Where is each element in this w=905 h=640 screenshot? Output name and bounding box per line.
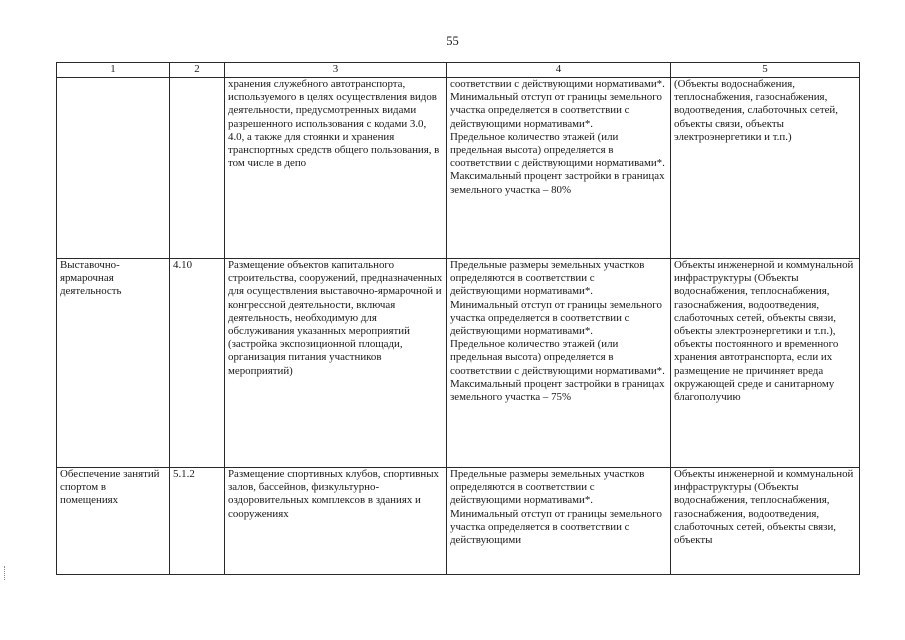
allowed-objects-text: Объекты инженерной и коммунальной инфраструктуры (Объекты водоснабжения, теплоснабжения, газоснабжения, водоотведения, слаботочных сетей, объекты связи, объекты электроэнергетики и т.п.), объекты постоянного и временного хранения автотранспорта, если их размещение не причиняет вреда окружающей среде и санитарному благополучию — [674, 259, 854, 404]
use-parameters — [447, 78, 671, 259]
column-number: 1 — [57, 63, 170, 78]
use-parameters-text: Предельные размеры земельных участков определяются в соответствии с действующими нормативами*. Минимальный отступ от границы земельного участка определяется в соответствии с действующими нормативами*. Предельное количество этажей (или предельная высота) определяется в соответствии с действующими нормативами*. Максимальный процент застройки в границах земельного участка – 75% — [450, 259, 665, 404]
use-type-code — [170, 78, 225, 259]
column-number: 4 — [447, 63, 671, 78]
use-type-name — [57, 78, 170, 259]
zoning-table — [56, 62, 860, 575]
allowed-objects-text: (Объекты водоснабжения, теплоснабжения, газоснабжения, водоотведения, слаботочных сетей, объекты связи, объекты электроэнергетики и т.п.) — [674, 78, 838, 143]
use-parameters — [447, 259, 671, 468]
table-row — [57, 78, 860, 259]
column-number: 3 — [225, 63, 447, 78]
use-description: Размещение объектов капитального строительства, сооружений, предназначенных для осуществления выставочно-ярмарочной и конгрессной деятельности, включая деятельность, необходимую для обслуживания указанных мероприятий (застройка экспозиционной площади, организация питания участников мероприятий) — [225, 259, 447, 468]
use-type-code: 4.10 — [170, 259, 225, 468]
use-description: Размещение спортивных клубов, спортивных залов, бассейнов, физкультурно-оздоровительных комплексов в зданиях и сооружениях — [225, 468, 447, 575]
table-row — [57, 259, 860, 468]
allowed-objects — [671, 259, 860, 468]
use-parameters-text: соответствии с действующими нормативами*. Минимальный отступ от границы земельного участка определяется в соответствии с действующими нормативами*. Предельное количество этажей (или предельная высота) определяется в соответствии с действующими нормативами*. Максимальный процент застройки в границах земельного участка – 80% — [450, 78, 665, 196]
use-parameters — [447, 468, 671, 575]
use-type-name: Обеспечение занятий спортом в помещениях — [57, 468, 170, 575]
allowed-objects — [671, 468, 860, 575]
use-type-name: Выставочно-ярмарочная деятельность — [57, 259, 170, 468]
page-number: 55 — [446, 34, 459, 48]
allowed-objects — [671, 78, 860, 259]
table-row — [57, 468, 860, 575]
use-type-code: 5.1.2 — [170, 468, 225, 575]
column-number: 5 — [671, 63, 860, 78]
use-parameters-text: Предельные размеры земельных участков определяются в соответствии с действующими нормативами*. Минимальный отступ от границы земельного участка определяется в соответствии с действующими — [450, 468, 662, 547]
column-number-row — [57, 63, 860, 78]
use-description: хранения служебного автотранспорта, используемого в целях осуществления видов деятельности, предусмотренных видами разрешенного использования с кодами 3.0, 4.0, а также для стоянки и хранения транспортных средств общего пользования, в том числе в депо — [225, 78, 447, 259]
allowed-objects-text: Объекты инженерной и коммунальной инфраструктуры (Объекты водоснабжения, теплоснабжения, газоснабжения, водоотведения, слаботочных сетей, объекты связи, объекты — [674, 468, 854, 547]
scan-margin-marks — [4, 566, 8, 580]
column-number: 2 — [170, 63, 225, 78]
